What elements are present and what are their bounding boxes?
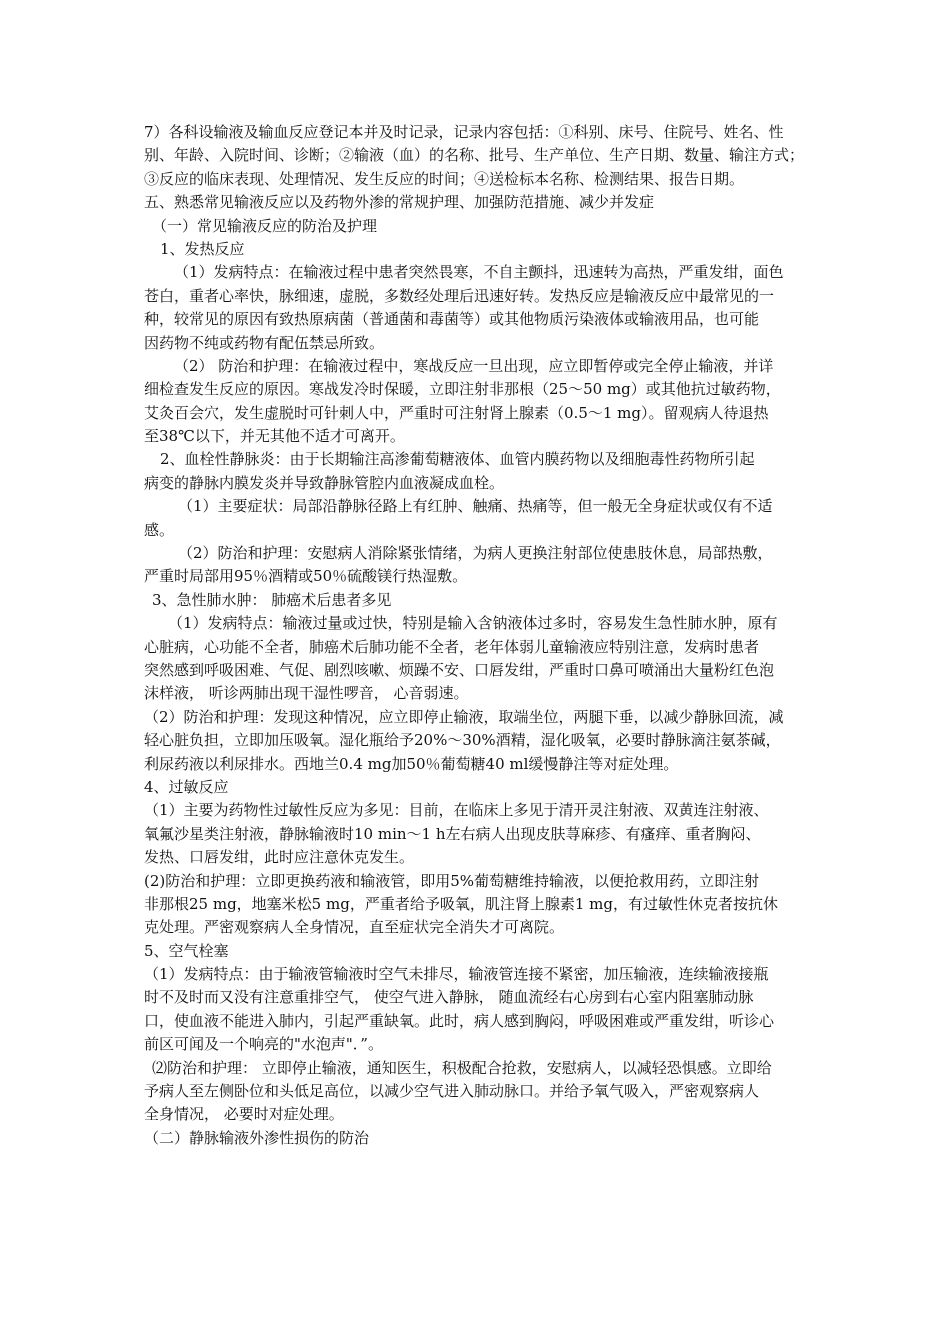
text-line: 别、年龄、入院时间、诊断；②输液（血）的名称、批号、生产单位、生产日期、数量、输注方式； bbox=[144, 146, 805, 165]
text-line: 心脏病，心功能不全者，肺癌术后肺功能不全者，老年体弱儿童输液应特别注意，发病时患者 bbox=[144, 637, 760, 656]
text-line: 艾灸百会穴，发生虚脱时可针刺人中，严重时可注射肾上腺素（0.5～1 mg）。留观病人待退热 bbox=[144, 403, 769, 422]
text-line: 病变的静脉内膜发炎并导致静脉管腔内血液凝成血栓。 bbox=[144, 473, 505, 492]
text-line: 予病人至左侧卧位和头低足高位，以减少空气进入肺动脉口。并给予氧气吸入，严密观察病人 bbox=[144, 1082, 760, 1101]
text-line: (2)防治和护理：立即更换药液和输液管，即用5%葡萄糖维持输液，以便抢救用药，立即注射 bbox=[144, 871, 760, 890]
text-line: 5、空气栓塞 bbox=[144, 941, 229, 960]
text-line: ③反应的临床表现、处理情况、发生反应的时间；④送检标本名称、检测结果、报告日期。 bbox=[144, 169, 745, 188]
text-line: 轻心脏负担，立即加压吸氧。湿化瓶给予20%～30%酒精，湿化吸氧，必要时静脉滴注氨茶碱， bbox=[144, 731, 781, 750]
text-line: 前区可闻及一个响亮的"水泡声"．”。 bbox=[144, 1035, 383, 1054]
text-line: （2）防治和护理：安慰病人消除紧张情绪，为病人更换注射部位使患肢休息，局部热敷， bbox=[178, 544, 773, 563]
text-line: 7）各科设输液及输血反应登记本并及时记录，记录内容包括：①科别、床号、住院号、姓名、性 bbox=[144, 123, 784, 141]
text-line: （1）主要为药物性过敏性反应为多见：目前，在临床上多见于清开灵注射液、双黄连注射液、 bbox=[144, 801, 769, 820]
text-line: 细检查发生反应的原因。寒战发冷时保暖，立即注射非那根（25～50 mg）或其他抗过敏药物， bbox=[144, 380, 781, 399]
text-line: （1）发病特点：在输液过程中患者突然畏寒，不自主颤抖，迅速转为高热，严重发绀，面色 bbox=[174, 263, 784, 282]
text-line: 利尿药液以利尿排水。西地兰0.4 mg加50％葡萄糖40 ml缓慢静注等对症处理。 bbox=[144, 754, 679, 773]
document-page bbox=[144, 121, 816, 1150]
text-line: 口，使血液不能进入肺内，引起严重缺氧。此时，病人感到胸闷，呼吸困难或严重发绀，听诊心 bbox=[144, 1011, 775, 1030]
text-line: （1）主要症状：局部沿静脉径路上有红肿、触痛、热痛等，但一般无全身症状或仅有不适 bbox=[178, 497, 773, 516]
text-line: （2）防治和护理：发现这种情况，应立即停止输液，取端坐位，两腿下垂，以减少静脉回流，减 bbox=[144, 707, 784, 726]
text-line: 2、血栓性静脉炎：由于长期输注高渗葡萄糖液体、血管内膜药物以及细胞毒性药物所引起 bbox=[160, 450, 755, 469]
text-line: （1）发病特点：输液过量或过快，特别是输入含钠液体过多时，容易发生急性肺水肿，原有 bbox=[168, 614, 778, 633]
text-line: 氧氟沙星类注射液，静脉输液时10 min～1 h左右病人出现皮肤荨麻疹、有瘙痒、重者胸闷、 bbox=[144, 824, 761, 843]
text-line: 非那根25 mg，地塞米松5 mg，严重者给予吸氧，肌注肾上腺素1 mg，有过敏性休克者按抗休 bbox=[144, 894, 778, 913]
text-line: 全身情况， 必要时对症处理。 bbox=[144, 1105, 344, 1124]
text-line: ⑵防治和护理： 立即停止输液，通知医生，积极配合抢救，安慰病人，以减轻恐惧感。立即给 bbox=[152, 1058, 772, 1077]
text-line: 因药物不纯或药物有配伍禁忌所致。 bbox=[144, 333, 385, 352]
text-line: （1）发病特点：由于输液管输液时空气未排尽，输液管连接不紧密，加压输液，连续输液接瓶 bbox=[144, 965, 769, 984]
text-line: 发热、口唇发绀，此时应注意休克发生。 bbox=[144, 848, 415, 867]
text-line: 突然感到呼吸困难、气促、剧烈咳嗽、烦躁不安、口唇发绀，严重时口鼻可喷涌出大量粉红色泡 bbox=[144, 660, 775, 679]
text-line: 苍白，重者心率快，脉细速，虚脱，多数经处理后迅速好转。发热反应是输液反应中最常见的一 bbox=[144, 286, 775, 305]
text-line: 4、过敏反应 bbox=[144, 777, 229, 796]
text-line: 至38℃以下，并无其他不适才可离开。 bbox=[144, 427, 405, 446]
text-line: （二）静脉输液外渗性损伤的防治 bbox=[144, 1128, 370, 1147]
text-line: 时不及时而又没有注意重排空气， 使空气进入静脉， 随血流经右心房到右心室内阻塞肺动脉 bbox=[144, 988, 754, 1007]
text-line: （2） 防治和护理：在输液过程中，寒战反应一旦出现，应立即暂停或完全停止输液，并详 bbox=[174, 356, 774, 375]
text-line: 五、熟悉常见输液反应以及药物外渗的常规护理、加强防范措施、减少并发症 bbox=[144, 193, 655, 212]
text-line: 感。 bbox=[144, 520, 175, 539]
text-line: 严重时局部用95％酒精或50％硫酸镁行热湿敷。 bbox=[144, 567, 468, 586]
text-line: 沫样液， 听诊两肺出现干湿性啰音， 心音弱速。 bbox=[144, 684, 469, 703]
text-line: （一）常见输液反应的防治及护理 bbox=[152, 216, 378, 235]
text-line: 种，较常见的原因有致热原病菌（普通菌和毒菌等）或其他物质污染液体或输液用品，也可能 bbox=[144, 310, 760, 329]
text-line: 克处理。严密观察病人全身情况，直至症状完全消失才可离院。 bbox=[144, 918, 565, 937]
text-line: 3、急性肺水肿： 肺癌术后患者多见 bbox=[152, 590, 392, 609]
text-line: 1、发热反应 bbox=[160, 239, 245, 258]
